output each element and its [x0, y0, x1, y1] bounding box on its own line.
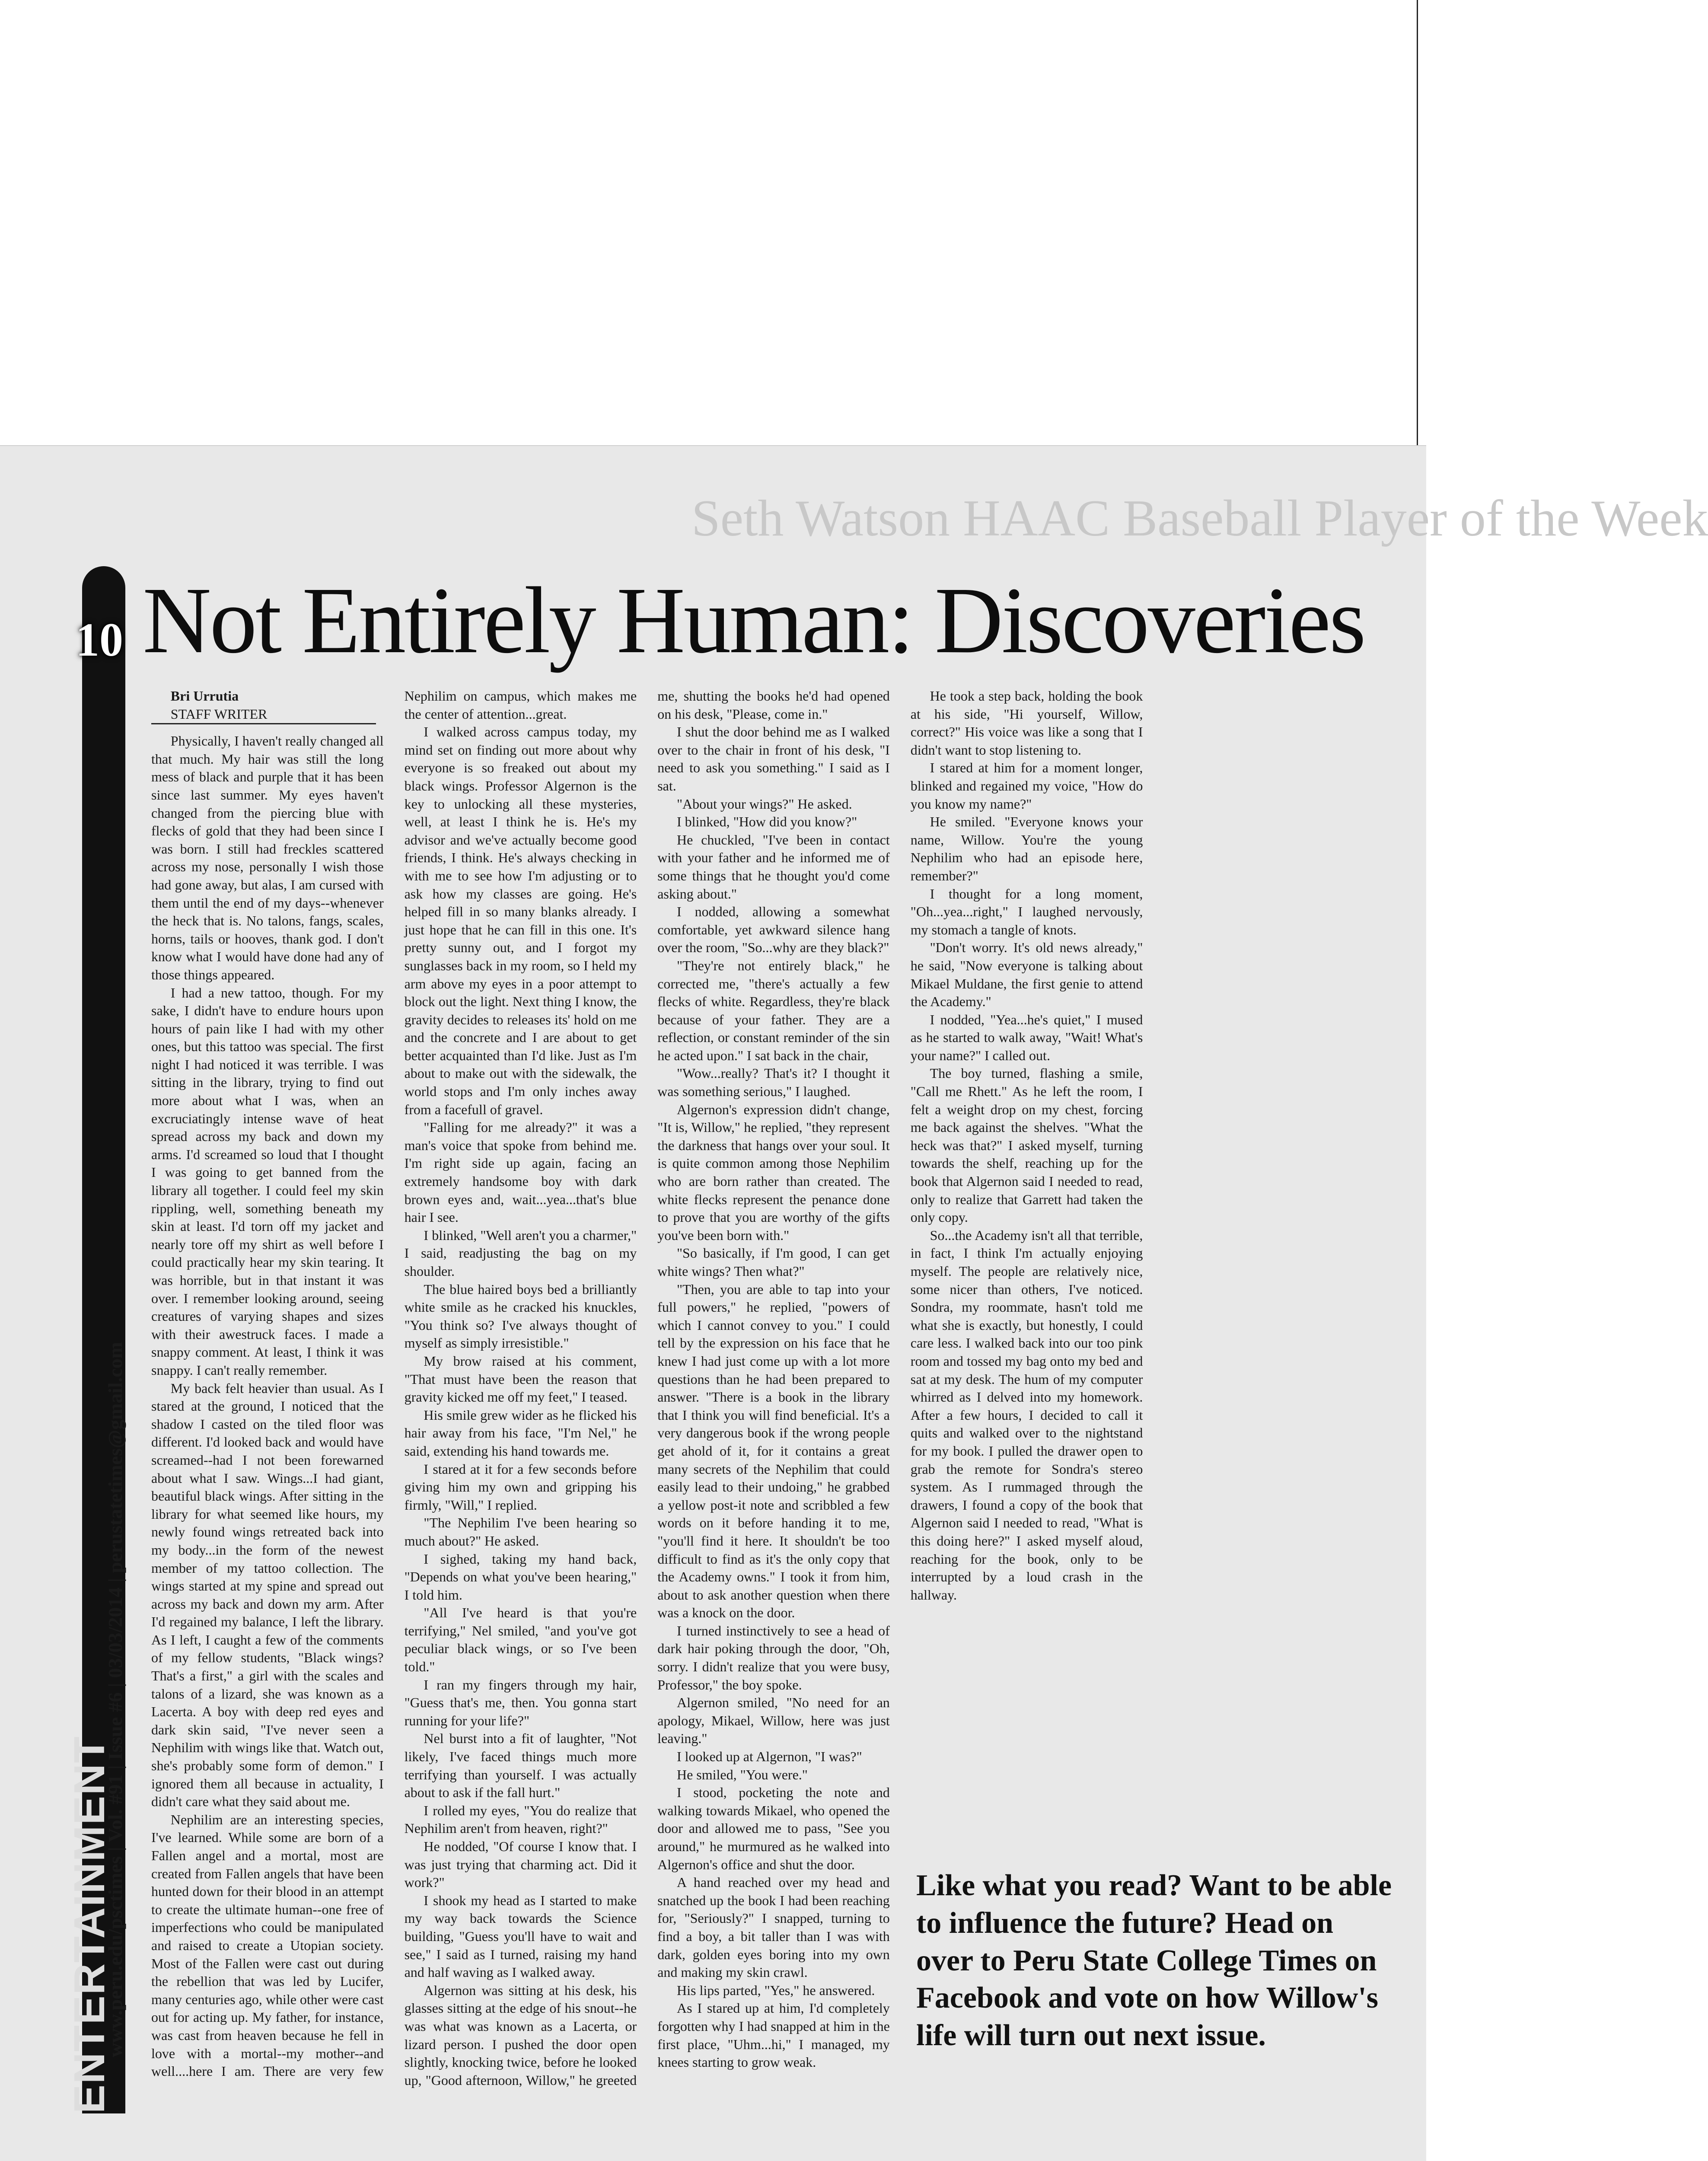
article-paragraph: My back felt heavier than usual. As I stared at the ground, I noticed that the shadow I casted on the tiled floor was different. I'd looked back and would have screamed--had I not been forewarned about what I saw. Wings...I had giant, beautiful black wings. After sitting in the library for what seemed like hours, my newly found wings retreated back into my body...in the form of the newest member of my tattoo collection. The wings started at my spine and spread out across my back and down my arm. After I'd regained my balance, I left the library. As I left, I caught a few of the comments of my fellow students, "Black wings? That's a first," a girl with the scales and talons of a lizard, she was known as a Lacerta. A boy with deep red eyes and dark skin said, "I've never seen a Nephilim with wings like that. Watch out, she's probably some form of demon." I ignored them all because in actuality, I didn't care what they said about me. [151, 1380, 384, 1810]
article-paragraph: "The Nephilim I've been hearing so much about?" He asked. [404, 1515, 637, 1549]
page-number: 10 [76, 613, 123, 666]
article-paragraph: I stood, pocketing the note and walking towards Mikael, who opened the door and allowed me to pass, "See you around," he murmured as he walked into Algernon's office and shut the door. [657, 1785, 890, 1872]
article-paragraph: Nephilim are an interesting species, I've learned. While some are born of a Fallen angel and a mortal, most are created from Fallen angels that have been hunted down for their blood in an attempt to create the ultimate human--one free of imperfections who could be manipulated and raised to create a Utopian society. Most of the Fallen were cast out during the rebellion that was led by Lucifer, many centuries ago, while other were cast out for acting up. My father, for instance, was cast from heaven because he fell in love with a mortal--my mother--and well....here I am. There are very few Nephilim on campus, which makes me the center of attention...great. [151, 688, 637, 2079]
section-label: ENTERTAINMENT [65, 1735, 114, 2113]
article-paragraph: "All I've heard is that you're terrifying," Nel smiled, "and you've got peculiar black wings, or so I've been told." [404, 1605, 637, 1675]
article-paragraph: His smile grew wider as he flicked his hair away from his face, "I'm Nel," he said, extending his hand towards me. [404, 1407, 637, 1459]
banner-info-text: www.peru.edu/psctimes | Vol. #91 | Issue #6 | 03/03/2014 | perustatetimes@gmail.com [104, 1342, 126, 2057]
headline: Not Entirely Human: Discoveries [143, 567, 1364, 673]
article-paragraph: "Wow...really? That's it? I thought it was something serious," I laughed. [657, 1065, 890, 1100]
article-paragraph: I sighed, taking my hand back, "Depends on what you've been hearing," I told him. [404, 1551, 637, 1603]
article-paragraph: He chuckled, "I've been in contact with your father and he informed me of some things that he thought you'd come asking about." [657, 832, 890, 902]
article-paragraph: I nodded, "Yea...he's quiet," I mused as he started to walk away, "Wait! What's your name?" I called out. [910, 1011, 1143, 1063]
article-paragraph: Algernon was sitting at his desk, his glasses sitting at the edge of his snout--he was what was known as a Lacerta, or lizard person. I pushed the door open slightly, knocking twice, before he looked up, "Good afternoon, Willow," he greeted me, shutting the books he'd had opened on his desk, "Please, come in." [404, 688, 890, 2088]
byline-rule [151, 723, 376, 724]
article-paragraph: "They're not entirely black," he corrected me, "there's actually a few flecks of white. Regardless, they're black because of your father. They are a reflection, or constant reminder of the sin he acted upon." I sat back in the chair, [657, 957, 890, 1063]
byline-name: Bri Urrutia [170, 688, 239, 704]
article-paragraph: I stared at him for a moment longer, blinked and regained my voice, "How do you know my name?" [910, 760, 1143, 812]
article-paragraph: I blinked, "How did you know?" [676, 814, 857, 830]
article-paragraph: Nel burst into a fit of laughter, "Not likely, I've faced things much more terrifying than yourself. I was actually about to ask if the fall hurt." [404, 1731, 637, 1801]
article-paragraph: "Falling for me already?" it was a man's voice that spoke from behind me. I'm right side up again, facing an extremely handsome boy with dark brown eyes and, wait...yea...that's blue hair I see. [404, 1119, 637, 1225]
article-paragraph: I blinked, "Well aren't you a charmer," I said, readjusting the bag on my shoulder. [404, 1227, 637, 1279]
article-paragraph: As I stared up at him, I'd completely forgotten why I had snapped at him in the first place, "Uhm...hi," I managed, my knees starting to grow weak. [657, 2000, 890, 2070]
article-paragraph: A hand reached over my head and snatched up the book I had been reaching for, "Seriously?" I snapped, turning to find a boy, a bit taller than I was with dark, golden eyes boring into my own and making my skin crawl. [657, 1874, 890, 1980]
article-paragraph: The boy turned, flashing a smile, "Call me Rhett." As he left the room, I felt a weight drop on my chest, forcing me back against the shelves. "What the heck was that?" I asked myself, turning towards the shelf, reaching up for the book that Algernon said I needed to read, only to realize that Garrett had taken the only copy. [910, 1065, 1143, 1225]
article-paragraph: I ran my fingers through my hair, "Guess that's me, then. You gonna start running for your life?" [404, 1677, 637, 1728]
article-paragraph: "Then, you are able to tap into your full powers," he replied, "powers of which I cannot convey to you." I could tell by the expression on his face that he knew I had just come up with a lot more questions than he had been prepared to answer. "There is a book in the library that I think you will find beneficial. It's a very dangerous book if the wrong people get ahold of it, for it contains a great many secrets of the Nephilim that could easily lead to their undoing," he grabbed a yellow post-it note and scribbled a few words on it before handing it to me, "you'll find it here. It shouldn't be too difficult to find as it's the only copy that the Academy owns." I took it from him, about to ask another question when there was a knock on the door. [657, 1281, 890, 1621]
article-paragraph: I shook my head as I started to make my way back towards the Science building, "Guess you'll have to wait and see," I said as I turned, raising my hand and half waving as I walked away. [404, 1892, 637, 1980]
article-paragraph: Algernon smiled, "No need for an apology, Mikael, Willow, here was just leaving." [657, 1695, 890, 1747]
promo-callout: Like what you read? Want to be able to influence the future? Head on over to Peru State College Times on Facebook and vote on how Willow's life will turn out next issue. [916, 1869, 1392, 2053]
article-paragraph: His lips parted, "Yes," he answered. [676, 1982, 875, 1998]
article-paragraph: I walked across campus today, my mind set on finding out more about why everyone is so freaked out about my black wings. Professor Algernon is the key to unlocking all these mysteries, well, at least I think he is. He's my advisor and we've actually become good friends, I think. He's always checking in with me to see how I'm adjusting or to ask how my classes are going. He's helped fill in so many blanks already. I just hope that he can fill in this one. It's pretty sunny out, and I forgot my sunglasses back in my room, so I held my arm above my eyes in a poor attempt to block out the light. Next thing I know, the gravity decides to releases its' hold on me and the concrete and I are about to get better acquainted than I'd like. Just as I'm about to make out with the sidewalk, the world stops and I'm only inches away from a facefull of gravel. [404, 724, 637, 1117]
article-paragraph: "Don't worry. It's old news already," he said, "Now everyone is talking about Mikael Muldane, the first genie to attend the Academy." [910, 940, 1143, 1010]
article-paragraph: He took a step back, holding the book at his side, "Hi yourself, Willow, correct?" His voice was like a song that I didn't want to stop listening to. [910, 688, 1143, 758]
article-paragraph: Algernon's expression didn't change, "It is, Willow," he replied, "they represent the darkness that hangs over your soul. It is quite common among those Nephilim who are born rather than created. The white flecks represent the penance done to prove that you are worthy of the gifts you've been born with." [657, 1101, 890, 1243]
article-paragraph: He smiled, "You were." [676, 1766, 808, 1782]
byline-title: STAFF WRITER [170, 706, 268, 722]
article-paragraph: He smiled. "Everyone knows your name, Willow. You're the young Nephilim who had an episode here, remember?" [910, 814, 1143, 883]
article-paragraph: I looked up at Algernon, "I was?" [676, 1749, 862, 1765]
article-paragraph: I rolled my eyes, "You do realize that Nephilim aren't from heaven, right?" [404, 1802, 637, 1836]
bleed-through-headline: Seth Watson HAAC Baseball Player of the Week [691, 489, 1708, 547]
scan-edge-rule [1417, 0, 1418, 447]
article-paragraph: I turned instinctively to see a head of dark hair poking through the door, "Oh, sorry. I didn't realize that you were busy, Professor," the boy spoke. [657, 1622, 890, 1692]
article-paragraph: The blue haired boys bed a brilliantly white smile as he cracked his knuckles, "You think so? I've always thought of myself as simply irresistible." [404, 1281, 637, 1351]
article-paragraph: I thought for a long moment, "Oh...yea...right," I laughed nervously, my stomach a tangle of knots. [910, 886, 1143, 937]
article-paragraph: I nodded, allowing a somewhat comfortable, yet awkward silence hang over the room, "So...why are they black?" [657, 904, 890, 956]
article-paragraph: So...the Academy isn't all that terrible, in fact, I think I'm actually enjoying myself. The people are relatively nice, some nicer than others, I've noticed. Sondra, my roommate, hasn't told me what she is exactly, but honestly, I could care less. I walked back into our too pink room and tossed my bag onto my bed and sat at my desk. The hum of my computer whirred as I delved into my homework. After a few hours, I decided to call it quits and walked over to the nightstand for my book. I pulled the drawer open to grab the remote for Sondra's stereo system. As I rummaged through the drawers, I found a copy of the book that Algernon said I needed to read, "What is this doing here?" I asked myself aloud, reaching for the book, only to be interrupted by a loud crash in the hallway. [910, 1227, 1143, 1603]
article-paragraph: Physically, I haven't really changed all that much. My hair was still the long mess of black and purple that it has been since last summer. My eyes haven't changed from the piercing blue with flecks of gold that they had been since I was born. I still had freckles scattered across my nose, personally I wish those had gone away, but alas, I am cursed with them until the end of my days--whenever the heck that is. No talons, fangs, scales, horns, tails or hooves, thank god. I don't know what I would have done had any of those things appeared. [151, 733, 384, 982]
article-paragraph: I had a new tattoo, though. For my sake, I didn't have to endure hours upon hours of pain like I had with my other ones, but this tattoo was special. The first night I had noticed it was terrible. I was sitting in the library, trying to find out more about what I was, when an excruciatingly intense wave of heat spread across my back and down my arms. I'd screamed so loud that I thought I was going to get banned from the library all together. I could feel my skin rippling, well, something beneath my skin at least. I'd torn off my jacket and nearly tore off my shirt as well before I could practically hear my skin tearing. It was horrible, but in that instant it was over. I remember looking around, seeing creatures of varying shapes and sizes with their awestruck faces. I made a snappy comment. At least, I think it was snappy. I can't really remember. [151, 985, 384, 1378]
article-paragraph: "So basically, if I'm good, I can get white wings? Then what?" [657, 1245, 890, 1279]
article-paragraph: I shut the door behind me as I walked over to the chair in front of his desk, "I need to ask you something." I said as I sat. [657, 724, 890, 794]
article-paragraph: He nodded, "Of course I know that. I was just trying that charming act. Did it work?" [404, 1839, 637, 1890]
article-paragraph: I stared at it for a few seconds before giving him my own and gripping his firmly, "Will," I replied. [404, 1461, 637, 1513]
article-paragraph: My brow raised at his comment, "That must have been the reason that gravity kicked me off my feet," I teased. [404, 1353, 637, 1405]
article-paragraph: "About your wings?" He asked. [676, 796, 852, 812]
